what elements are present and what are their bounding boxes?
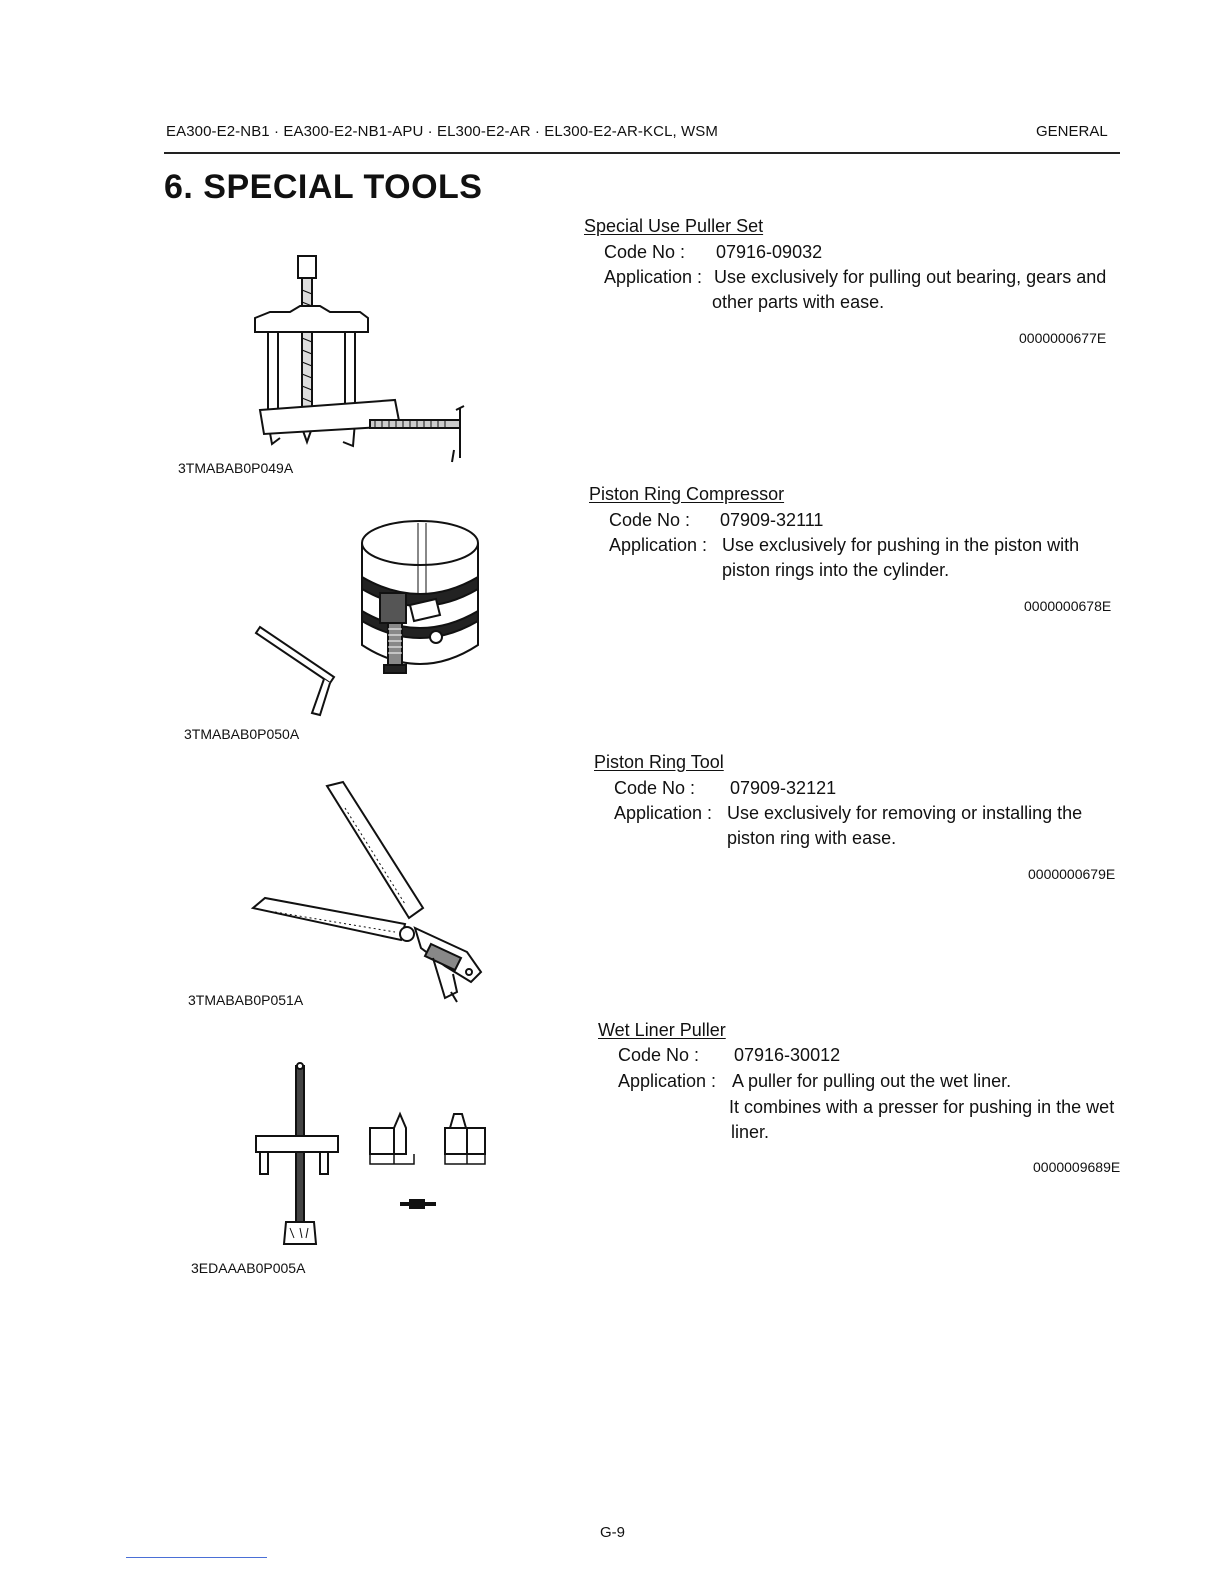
tool-name: Wet Liner Puller (598, 1020, 726, 1040)
reference-code: 0000000678E (1024, 598, 1112, 614)
ring-pliers-icon (245, 778, 495, 1013)
liner-puller-icon (250, 1062, 500, 1257)
application-text: Use exclusively for pulling out bearing, gears and (714, 267, 1107, 287)
header-section: GENERAL (1036, 123, 1108, 140)
page-title: 6. SPECIAL TOOLS (164, 168, 483, 206)
header-divider (164, 152, 1120, 154)
application-text: A puller for pulling out the wet liner. (732, 1071, 1012, 1091)
application-text: liner. (731, 1122, 770, 1142)
application-label: Application : (618, 1071, 717, 1091)
application-label: Application : (614, 803, 713, 823)
application-text: It combines with a presser for pushing in the wet (729, 1097, 1115, 1117)
reference-code: 0000000679E (1028, 866, 1116, 882)
application-text: piston ring with ease. (727, 828, 897, 848)
application-label: Application : (604, 267, 703, 287)
figure-caption: 3EDAAAB0P005A (191, 1260, 306, 1276)
application-text: Use exclusively for removing or installing the (727, 803, 1083, 823)
page-number: G-9 (600, 1524, 626, 1541)
code-number: 07916-09032 (716, 242, 823, 262)
code-number: 07909-32111 (720, 510, 824, 530)
code-number: 07909-32121 (730, 778, 837, 798)
figure-caption: 3TMABAB0P050A (184, 726, 300, 742)
application-text: piston rings into the cylinder. (722, 560, 950, 580)
tool-name: Special Use Puller Set (584, 216, 764, 236)
code-label: Code No : (618, 1045, 700, 1065)
application-text: other parts with ease. (712, 292, 885, 312)
tool-name: Piston Ring Compressor (589, 484, 785, 504)
reference-code: 0000009689E (1033, 1159, 1121, 1175)
code-number: 07916-30012 (734, 1045, 841, 1065)
tool-name: Piston Ring Tool (594, 752, 724, 772)
header-models: EA300-E2-NB1 · EA300-E2-NB1-APU · EL300-E2-AR · EL300-E2-AR-KCL, WSM (166, 123, 718, 140)
code-label: Code No : (609, 510, 691, 530)
application-label: Application : (609, 535, 708, 555)
application-text: Use exclusively for pushing in the piston with (722, 535, 1080, 555)
figure-caption: 3TMABAB0P049A (178, 460, 294, 476)
puller-set-icon (250, 250, 480, 470)
code-label: Code No : (614, 778, 696, 798)
code-label: Code No : (604, 242, 686, 262)
figure-caption: 3TMABAB0P051A (188, 992, 304, 1008)
footer-link-underline (126, 1557, 267, 1558)
reference-code: 0000000677E (1019, 330, 1107, 346)
ring-compressor-icon (250, 515, 490, 730)
